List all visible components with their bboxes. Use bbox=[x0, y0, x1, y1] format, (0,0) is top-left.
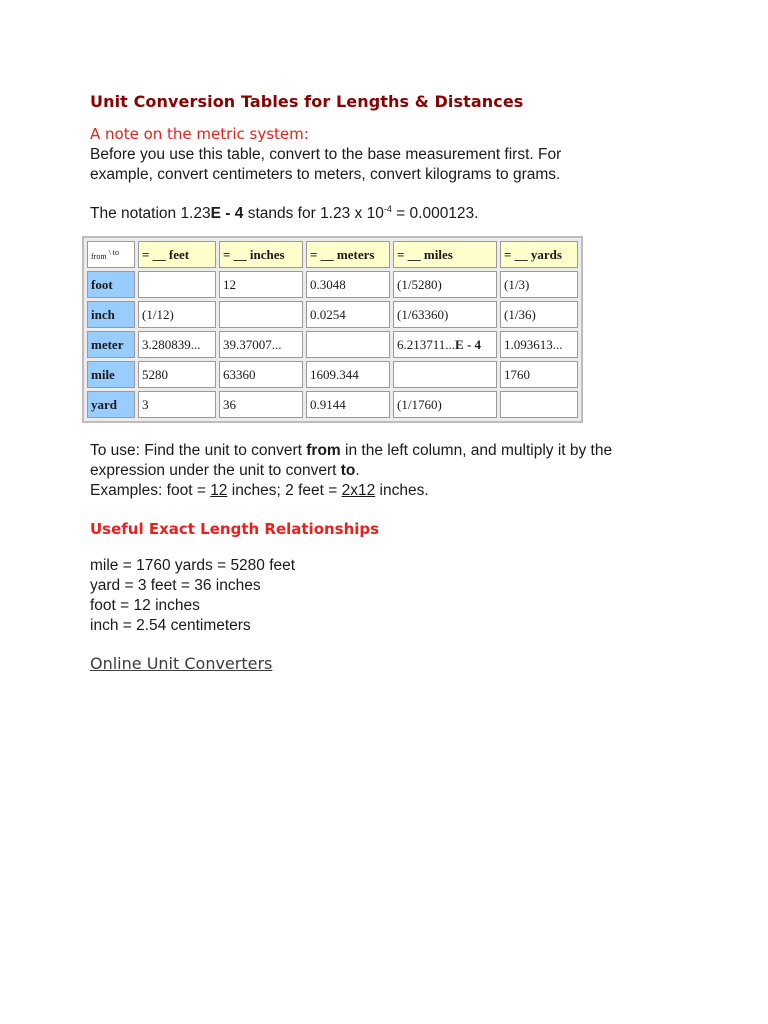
table-row bbox=[87, 331, 578, 358]
table-cell-meter-miles bbox=[393, 331, 497, 358]
usage-text: expression under the unit to convert bbox=[90, 462, 341, 479]
table-cell bbox=[219, 301, 303, 328]
table-row bbox=[87, 391, 578, 418]
table-cell: 1609.344 bbox=[306, 361, 390, 388]
table-row bbox=[87, 301, 578, 328]
usage-line-1 bbox=[90, 441, 690, 461]
notation-prefix: The notation 1.23 bbox=[90, 205, 211, 222]
table-cell bbox=[306, 331, 390, 358]
table-cell: 3.280839... bbox=[138, 331, 216, 358]
usage-instructions bbox=[90, 441, 690, 501]
table-header-row bbox=[87, 241, 578, 268]
usage-to-bold: to bbox=[340, 462, 356, 479]
header-feet: = __ feet bbox=[138, 241, 216, 268]
table-corner-cell bbox=[87, 241, 135, 268]
table-cell: 36 bbox=[219, 391, 303, 418]
table-cell: 3 bbox=[138, 391, 216, 418]
table-cell: (1/63360) bbox=[393, 301, 497, 328]
notation-explanation bbox=[90, 204, 690, 224]
metric-note-line-1: Before you use this table, convert to the base measurement first. For bbox=[90, 146, 562, 163]
document-page bbox=[90, 92, 690, 674]
table-cell: 1.093613... bbox=[500, 331, 578, 358]
header-yards: = __ yards bbox=[500, 241, 578, 268]
relationship-line: mile = 1760 yards = 5280 feet bbox=[90, 557, 296, 574]
header-meters: = __ meters bbox=[306, 241, 390, 268]
usage-text: in the left column, and multiply it by the bbox=[340, 442, 613, 459]
table-row bbox=[87, 271, 578, 298]
usage-line-2 bbox=[90, 461, 690, 481]
table-cell: (1/12) bbox=[138, 301, 216, 328]
row-header-mile: mile bbox=[87, 361, 135, 388]
online-unit-converters-link[interactable]: Online Unit Converters bbox=[90, 654, 273, 673]
relationship-line: foot = 12 inches bbox=[90, 597, 200, 614]
table-cell: (1/1760) bbox=[393, 391, 497, 418]
usage-text: Examples: foot = bbox=[90, 482, 211, 499]
example-underlined: 12 bbox=[210, 482, 228, 499]
page-title: Unit Conversion Tables for Lengths & Distances bbox=[90, 92, 524, 111]
notation-suffix: = 0.000123. bbox=[391, 205, 479, 222]
table-cell: 12 bbox=[219, 271, 303, 298]
meter-miles-exponent: E - 4 bbox=[455, 336, 482, 352]
metric-note-heading: A note on the metric system: bbox=[90, 125, 309, 143]
header-inches: = __ inches bbox=[219, 241, 303, 268]
table-cell: 0.3048 bbox=[306, 271, 390, 298]
table-cell: 0.0254 bbox=[306, 301, 390, 328]
notation-exponent: -4 bbox=[383, 204, 392, 214]
metric-note-line-2: example, convert centimeters to meters, convert kilograms to grams. bbox=[90, 166, 561, 183]
table-cell: 63360 bbox=[219, 361, 303, 388]
usage-text: inches. bbox=[375, 482, 429, 499]
table-cell: 39.37007... bbox=[219, 331, 303, 358]
usage-text: . bbox=[355, 462, 360, 479]
notation-mid: stands for 1.23 x 10 bbox=[243, 205, 384, 222]
table-cell bbox=[138, 271, 216, 298]
table-cell: 5280 bbox=[138, 361, 216, 388]
meter-miles-value: 6.213711... bbox=[397, 336, 456, 352]
table-cell: (1/5280) bbox=[393, 271, 497, 298]
row-header-inch: inch bbox=[87, 301, 135, 328]
corner-from-label: from bbox=[91, 252, 107, 261]
corner-to-label: \ to bbox=[108, 248, 120, 257]
table-cell: 0.9144 bbox=[306, 391, 390, 418]
header-miles: = __ miles bbox=[393, 241, 497, 268]
table-cell: 1760 bbox=[500, 361, 578, 388]
relationships-heading: Useful Exact Length Relationships bbox=[90, 520, 380, 538]
notation-bold: E - 4 bbox=[210, 205, 244, 222]
row-header-foot: foot bbox=[87, 271, 135, 298]
table-row bbox=[87, 361, 578, 388]
table-cell: (1/3) bbox=[500, 271, 578, 298]
table-cell bbox=[393, 361, 497, 388]
usage-text: To use: Find the unit to convert bbox=[90, 442, 307, 459]
usage-from-bold: from bbox=[306, 442, 341, 459]
usage-text: inches; 2 feet = bbox=[227, 482, 342, 499]
row-header-yard: yard bbox=[87, 391, 135, 418]
relationship-line: yard = 3 feet = 36 inches bbox=[90, 577, 261, 594]
usage-examples bbox=[90, 481, 690, 501]
relationship-line: inch = 2.54 centimeters bbox=[90, 617, 251, 634]
table-cell: (1/36) bbox=[500, 301, 578, 328]
table-cell bbox=[500, 391, 578, 418]
row-header-meter: meter bbox=[87, 331, 135, 358]
example-underlined: 2x12 bbox=[341, 482, 376, 499]
conversion-table bbox=[82, 236, 583, 423]
